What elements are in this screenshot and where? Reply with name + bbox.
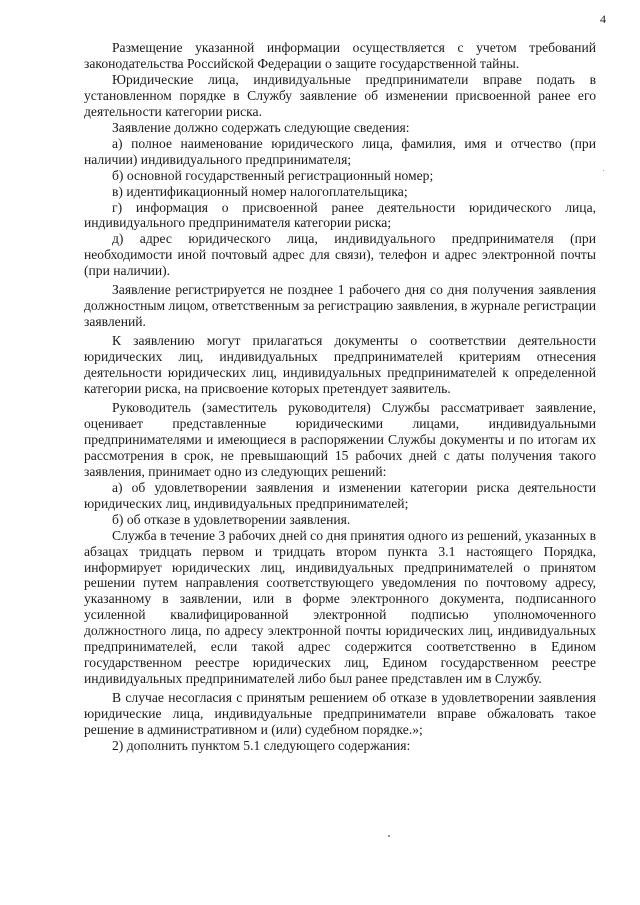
paragraph-notification: Служба в течение 3 рабочих дней со дня принятия одного из решений, указанных в абзацах тридцать первом и тридцать втором пункта 3.1 настоящего Порядка, информирует юридических лиц, индивидуальных предпринимателей о принятом решении путем направления соответствующего уведомления по почтовому адресу, указанному в заявлении, или в форме электронного документа, подписанного усиленной квалифицированной электронной подписью уполномоченного должностного лица, по адресу электронной почты юридических лиц, индивидуальных предпринимателей, если такой адрес содержится соответственно в Едином государственном реестре юридических лиц, Едином государственном реестре индивидуальных предпринимателей либо был ранее представлен им в Службу. [84, 527, 596, 687]
scan-speck [603, 170, 604, 171]
paragraph-head-review: Руководитель (заместитель руководителя) Службы рассматривает заявление, оценивает представленные юридическими лицами, индивидуальными предпринимателями и имеющиеся в распоряжении Службы документы и по итогам их рассмотрения в срок, не превышающий 15 рабочих дней с даты получения такого заявления, принимает одно из следующих решений: [84, 399, 596, 479]
list-item-a-name: а) полное наименование юридического лица, фамилия, имя и отчество (при наличии) индивидуального предпринимателя; [84, 135, 596, 167]
paragraph-state-secret: Размещение указанной информации осуществляется с учетом требований законодательства Российской Федерации о защите государственной тайны. [84, 40, 596, 71]
document-body [84, 40, 596, 754]
paragraph-application-right: Юридические лица, индивидуальные предприниматели вправе подать в установленном порядке в Службу заявление об изменении присвоенной ранее его деятельности категории риска. [84, 71, 596, 119]
paragraph-appeal: В случае несогласия с принятым решением об отказе в удовлетворении заявления юридические лица, индивидуальные предприниматели вправе обжаловать такое решение в административном и (или) судебном порядке.»; [84, 690, 596, 738]
scan-speck [388, 835, 390, 837]
decision-item-a-approve: а) об удовлетворении заявления и изменении категории риска деятельности юридических лиц, индивидуальных предпринимателей; [84, 479, 596, 511]
paragraph-registration: Заявление регистрируется не позднее 1 рабочего дня со дня получения заявления должностным лицом, ответственным за регистрацию заявления, в журнале регистрации заявлений. [84, 282, 596, 330]
list-item-c-inn: в) идентификационный номер налогоплательщика; [112, 183, 408, 199]
decision-item-b-refuse: б) об отказе в удовлетворении заявления. [112, 511, 351, 527]
list-item-e-address: д) адрес юридического лица, индивидуального предпринимателя (при необходимости иной почтовый адрес для связи), телефон и адрес электронной почты (при наличии). [84, 231, 596, 279]
paragraph-amendment-5-1: 2) дополнить пунктом 5.1 следующего содержания: [112, 737, 411, 753]
list-item-d-risk-category: г) информация о присвоенной ранее деятельности юридического лица, индивидуального предпринимателя категории риска; [84, 199, 596, 231]
paragraph-application-contents: Заявление должно содержать следующие сведения: [112, 119, 410, 135]
paragraph-attached-documents: К заявлению могут прилагаться документы о соответствии деятельности юридических лиц, индивидуальных предпринимателей критериям отнесения деятельности юридических лиц, индивидуальных предпринимателей к определенной категории риска, на присвоение которых претендует заявитель. [84, 333, 596, 397]
list-item-b-ogrn: б) основной государственный регистрационный номер; [112, 167, 434, 183]
page-number: 4 [600, 12, 606, 26]
